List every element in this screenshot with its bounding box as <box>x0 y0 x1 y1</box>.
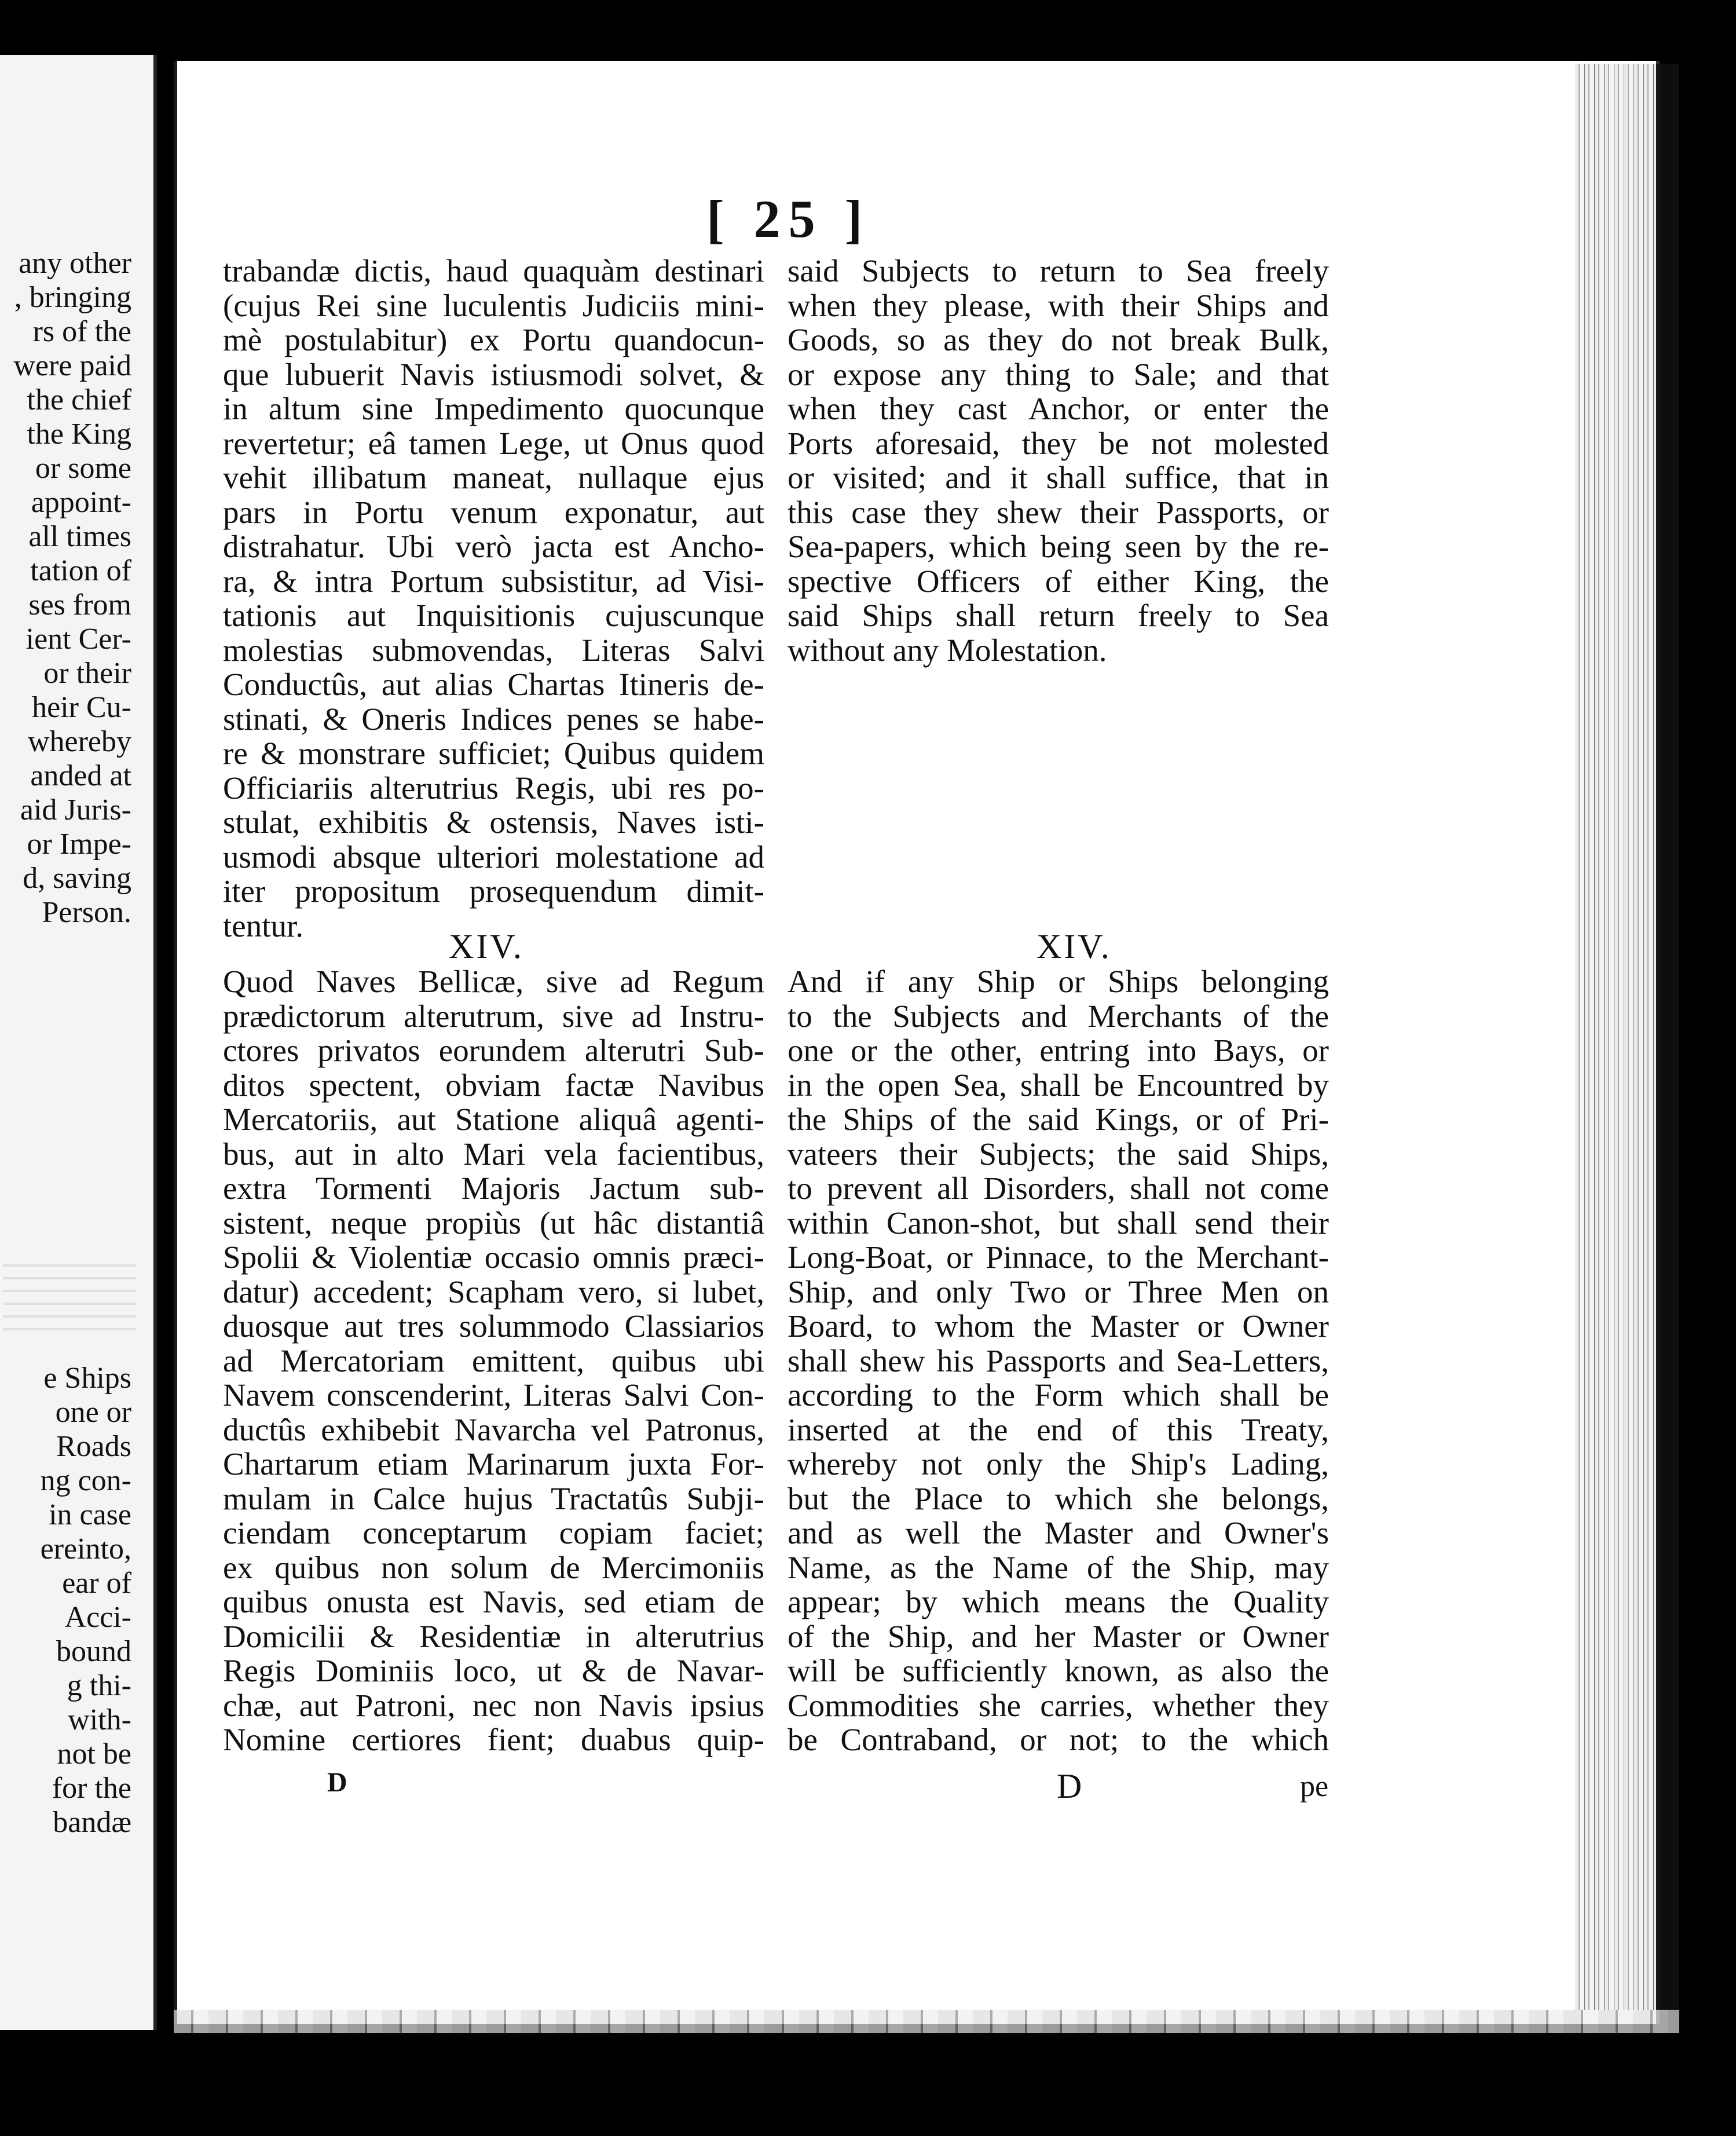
text-line: but the Place to which she belongs, <box>788 1480 1329 1516</box>
fragment-line: heir Cu- <box>32 691 131 724</box>
text-line: ad Mercatoriam emittent, quibus ubi <box>223 1343 764 1378</box>
text-line: chæ, aut Patroni, nec non Navis ipsius <box>223 1687 764 1723</box>
fragment-line: anded at <box>30 759 131 792</box>
fragment-line: e Ships <box>43 1362 131 1395</box>
text-line: re & monstrare sufficiet; Quibus quidem <box>223 736 764 771</box>
text-line: que lubuerit Navis istiusmodi solvet, & <box>223 356 764 392</box>
text-line: And if any Ship or Ships belonging <box>788 964 1329 999</box>
fragment-line: ient Cer- <box>25 623 131 656</box>
text-line: bus, aut in alto Mari vela facientibus, <box>223 1136 764 1172</box>
text-line: shall shew his Passports and Sea-Letters, <box>788 1343 1329 1378</box>
previous-page-fragment <box>0 55 157 2030</box>
text-line: trabandæ dictis, haud quaquàm destinari <box>223 253 764 288</box>
fragment-line: Roads <box>56 1430 131 1463</box>
text-line: be Contraband, or not; to the which <box>788 1722 1329 1757</box>
text-line: the Ships of the said Kings, or of Pri- <box>788 1102 1329 1137</box>
text-line: tationis aut Inquisitionis cujuscunque <box>223 598 764 633</box>
text-line: distrahatur. Ubi verò jacta est Ancho- <box>223 529 764 564</box>
signature-mark-right: D <box>1057 1767 1082 1805</box>
text-line: (cujus Rei sine luculentis Judiciis mini- <box>223 287 764 323</box>
text-line: pars in Portu venum exponatur, aut <box>223 494 764 530</box>
text-line: Ports aforesaid, they be not molested <box>788 425 1329 461</box>
text-line: duosque aut tres solummodo Classiarios <box>223 1308 764 1344</box>
text-line: said Subjects to return to Sea freely <box>788 253 1329 288</box>
text-line: whereby not only the Ship's Lading, <box>788 1446 1329 1482</box>
fragment-line: ear of <box>62 1567 131 1600</box>
text-line: in the open Sea, shall be Encountred by <box>788 1067 1329 1103</box>
article-heading-english: XIV. <box>1037 927 1112 965</box>
fragment-line: rs of the <box>32 315 131 348</box>
page-number: [ 25 ] <box>706 189 871 248</box>
text-line: in altum sine Impedimento quocunque <box>223 391 764 426</box>
fragment-line: bound <box>56 1635 131 1668</box>
text-line: spective Officers of either King, the <box>788 563 1329 599</box>
fragment-line: g thi- <box>67 1669 131 1702</box>
text-line: ditos spectent, obviam factæ Navibus <box>223 1067 764 1103</box>
fragment-line: the chief <box>27 383 131 416</box>
text-line: iter propositum prosequendum dimit- <box>223 873 764 909</box>
signature-mark-left: D <box>327 1767 347 1798</box>
fragment-line: the King <box>27 418 131 451</box>
text-line: datur) accedent; Scapham vero, si lubet, <box>223 1274 764 1310</box>
fragment-line: ng con- <box>40 1464 131 1497</box>
text-line: ra, & intra Portum subsistitur, ad Visi- <box>223 563 764 599</box>
page-edge <box>1575 64 1679 2010</box>
text-line: Long-Boat, or Pinnace, to the Merchant- <box>788 1239 1329 1275</box>
fragment-line: any other <box>19 247 131 280</box>
english-column-bottom <box>788 964 1329 1757</box>
fragment-line: whereby <box>27 725 131 758</box>
faded-text-area <box>3 1254 136 1341</box>
fragment-line: appoint- <box>31 486 131 519</box>
text-line: Board, to whom the Master or Owner <box>788 1308 1329 1344</box>
text-line: Sea-papers, which being seen by the re- <box>788 529 1329 564</box>
text-line: Domicilii & Residentiæ in alterutrius <box>223 1618 764 1654</box>
article-heading-latin: XIV. <box>449 927 524 965</box>
text-line: Ship, and only Two or Three Men on <box>788 1274 1329 1310</box>
fragment-line: or some <box>35 452 131 485</box>
fragment-line: d, saving <box>23 862 131 895</box>
fragment-line: one or <box>55 1396 131 1429</box>
text-line: or visited; and it shall suffice, that in <box>788 460 1329 495</box>
text-line: Nomine certiores fient; duabus quip- <box>223 1722 764 1757</box>
text-line: of the Ship, and her Master or Owner <box>788 1618 1329 1654</box>
fragment-line: with- <box>68 1703 131 1736</box>
text-line: vehit illibatum maneat, nullaque ejus <box>223 460 764 495</box>
text-line: Name, as the Name of the Ship, may <box>788 1549 1329 1585</box>
text-line: when they please, with their Ships and <box>788 287 1329 323</box>
text-line: ctores privatos eorundem alterutri Sub- <box>223 1033 764 1068</box>
text-line: Conductûs, aut alias Chartas Itineris de- <box>223 667 764 702</box>
text-line: Officiariis alterutrius Regis, ubi res po- <box>223 770 764 806</box>
catchword: pe <box>1300 1770 1329 1803</box>
fragment-line: Acci- <box>64 1601 131 1634</box>
fragment-line: tation of <box>30 554 131 587</box>
left-fragment-top <box>0 246 131 930</box>
text-line: and as well the Master and Owner's <box>788 1515 1329 1550</box>
text-line: Goods, so as they do not break Bulk, <box>788 322 1329 357</box>
text-line: revertetur; eâ tamen Lege, ut Onus quod <box>223 425 764 461</box>
text-line: to the Subjects and Merchants of the <box>788 998 1329 1034</box>
fragment-line: in case <box>49 1498 131 1531</box>
text-line: inserted at the end of this Treaty, <box>788 1411 1329 1447</box>
text-line: sistent, neque propiùs (ut hâc distantiâ <box>223 1205 764 1241</box>
text-line: appear; by which means the Quality <box>788 1584 1329 1619</box>
fragment-line: , bringing <box>14 281 131 314</box>
fragment-line: aid Juris- <box>20 793 131 826</box>
text-line: prædictorum alterutrum, sive ad Instru- <box>223 998 764 1034</box>
text-line: without any Molestation. <box>788 632 1107 668</box>
text-line: Navem conscenderint, Literas Salvi Con- <box>223 1377 764 1413</box>
fragment-line: or Impe- <box>27 828 131 861</box>
text-line: when they cast Anchor, or enter the <box>788 391 1329 426</box>
text-line: or expose any thing to Sale; and that <box>788 356 1329 392</box>
fragment-line: for the <box>52 1772 131 1805</box>
text-line: according to the Form which shall be <box>788 1377 1329 1413</box>
latin-column-top <box>223 254 764 943</box>
english-column-top <box>788 254 1329 667</box>
text-line: ex quibus non solum de Mercimoniis <box>223 1549 764 1585</box>
text-line: quibus onusta est Navis, sed etiam de <box>223 1584 764 1619</box>
text-line: molestias submovendas, Literas Salvi <box>223 632 764 668</box>
text-line: mè postulabitur) ex Portu quandocun- <box>223 322 764 357</box>
fragment-line: all times <box>28 520 131 553</box>
text-line: Regis Dominiis loco, ut & de Navar- <box>223 1653 764 1688</box>
text-line: said Ships shall return freely to Sea <box>788 598 1329 633</box>
text-line: Spolii & Violentiæ occasio omnis præci- <box>223 1239 764 1275</box>
text-line: ciendam conceptarum copiam faciet; <box>223 1515 764 1550</box>
text-line: usmodi absque ulteriori molestatione ad <box>223 839 764 875</box>
page-bottom-edge <box>174 2010 1679 2033</box>
fragment-line: bandæ <box>53 1806 131 1839</box>
fragment-line: ereinto, <box>40 1532 131 1566</box>
text-line: Quod Naves Bellicæ, sive ad Regum <box>223 964 764 999</box>
text-line: Mercatoriis, aut Statione aliquâ agenti- <box>223 1102 764 1137</box>
text-line: this case they shew their Passports, or <box>788 494 1329 530</box>
fragment-line: Person. <box>42 896 131 929</box>
fragment-line: or their <box>43 657 131 690</box>
text-line: vateers their Subjects; the said Ships, <box>788 1136 1329 1172</box>
text-line: ductûs exhibebit Navarcha vel Patronus, <box>223 1411 764 1447</box>
text-line: tentur. <box>223 908 304 943</box>
text-line: Chartarum etiam Marinarum juxta For- <box>223 1446 764 1482</box>
text-line: mulam in Calce hujus Tractatûs Subji- <box>223 1480 764 1516</box>
fragment-line: ses from <box>28 588 131 621</box>
text-line: stulat, exhibitis & ostensis, Naves isti- <box>223 804 764 840</box>
text-line: to prevent all Disorders, shall not come <box>788 1171 1329 1206</box>
text-line: will be sufficiently known, as also the <box>788 1653 1329 1688</box>
text-line: extra Tormenti Majoris Jactum sub- <box>223 1171 764 1206</box>
text-line: within Canon-shot, but shall send their <box>788 1205 1329 1241</box>
text-line: one or the other, entring into Bays, or <box>788 1033 1329 1068</box>
left-fragment-bottom <box>0 1361 131 1839</box>
fragment-line: were paid <box>13 349 131 382</box>
latin-column-bottom <box>223 964 764 1757</box>
text-line: stinati, & Oneris Indices penes se habe- <box>223 701 764 737</box>
fragment-line: not be <box>57 1738 131 1771</box>
text-line: Commodities she carries, whether they <box>788 1687 1329 1723</box>
